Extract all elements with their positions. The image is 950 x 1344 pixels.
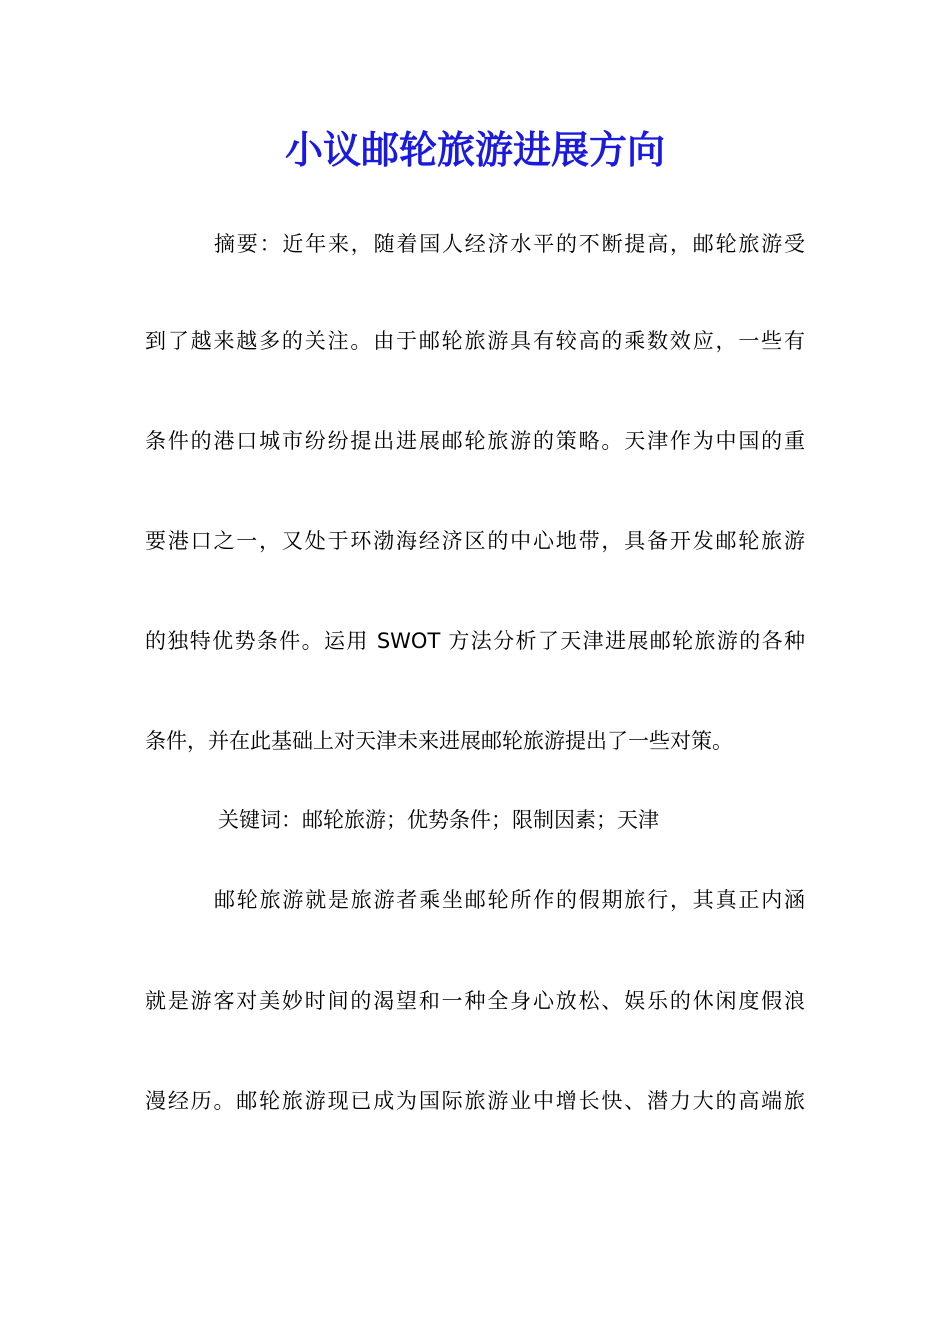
abstract-line: 条件，并在此基础上对天津未来进展邮轮旅游提出了一些对策。: [145, 729, 733, 753]
abstract-line: 摘要：近年来，随着国人经济水平的不断提高，邮轮旅游受: [214, 232, 805, 256]
document-title: 小议邮轮旅游进展方向: [284, 127, 665, 172]
body-line: 邮轮旅游就是旅游者乘坐邮轮所作的假期旅行，其真正内涵: [214, 888, 805, 912]
body-line: 漫经历。邮轮旅游现已成为国际旅游业中增长快、潜力大的高端旅: [145, 1089, 805, 1113]
abstract-line: 条件的港口城市纷纷提出进展邮轮旅游的策略。天津作为中国的重: [145, 429, 805, 453]
abstract-line: 的独特优势条件。运用 SWOT 方法分析了天津进展邮轮旅游的各种: [145, 629, 805, 653]
keywords-line: 关键词：邮轮旅游；优势条件；限制因素；天津: [218, 808, 659, 832]
body-line: 就是游客对美妙时间的渴望和一种全身心放松、娱乐的休闲度假浪: [145, 989, 805, 1013]
abstract-line: 到了越来越多的关注。由于邮轮旅游具有较高的乘数效应，一些有: [145, 329, 805, 353]
abstract-line: 要港口之一，又处于环渤海经济区的中心地带，具备开发邮轮旅游: [145, 529, 805, 553]
